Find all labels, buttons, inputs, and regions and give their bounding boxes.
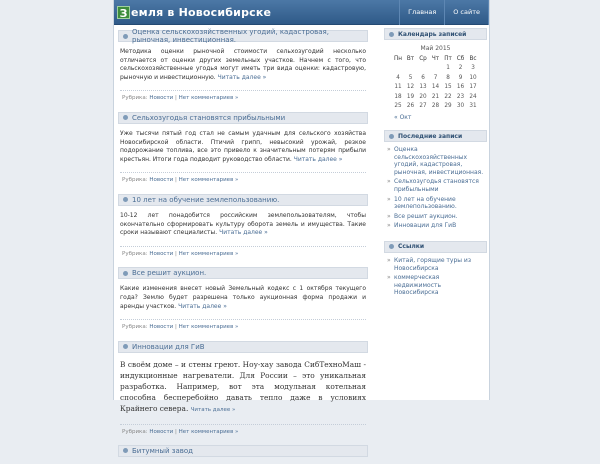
post-title-link[interactable]: Инновации для ГиВ bbox=[132, 342, 205, 351]
comments-link[interactable]: Нет комментариев » bbox=[178, 428, 239, 435]
calendar-day: 27 bbox=[419, 103, 427, 110]
bullet-icon bbox=[389, 134, 394, 139]
post-title-bar bbox=[118, 445, 368, 457]
post-excerpt: Какие изменения внесет новый Земельный кодекс с 1 октября текущего года? Землю будет разрешена только аукционная форма продажи и аренды участков. bbox=[120, 285, 366, 310]
calendar-day: 18 bbox=[394, 93, 402, 100]
post-excerpt: Методика оценки рыночной стоимости сельхозугодий несколько отличается от оценки других земельных участков. Начнем с того, что сельскохозяйственные угодья могут иметь три вида оценки: кадастровую, рыночную и инвестиционную. bbox=[120, 48, 366, 81]
category-link[interactable]: Новости bbox=[149, 428, 174, 435]
calendar-weekday: Вт bbox=[406, 55, 415, 62]
links-widget bbox=[384, 241, 487, 301]
comments-link[interactable]: Нет комментариев » bbox=[178, 324, 239, 331]
post bbox=[118, 445, 368, 457]
category-label: Рубрика: bbox=[122, 177, 148, 184]
nav-home-link[interactable]: Главная bbox=[399, 0, 444, 25]
bullet-icon bbox=[123, 34, 128, 39]
category-link[interactable]: Новости bbox=[149, 324, 174, 331]
read-more-link[interactable]: Читать далее » bbox=[217, 73, 267, 81]
calendar-weekday: Вс bbox=[469, 55, 477, 62]
calendar-day: 7 bbox=[433, 74, 438, 81]
post-body bbox=[118, 279, 368, 333]
meta-separator: | bbox=[175, 428, 177, 435]
post-meta bbox=[120, 424, 366, 436]
recent-post-link[interactable]: » Все решит аукцион. bbox=[386, 213, 485, 221]
post-title-link[interactable]: Все решит аукцион. bbox=[132, 269, 207, 278]
post-excerpt: 10-12 лет понадобится российским землепользователям, чтобы окончательно сформировать культуру оборота земель и имущества. Такие сроки называют специалисты. bbox=[120, 211, 366, 237]
calendar-title: Календарь записей bbox=[398, 30, 467, 38]
post-title-bar bbox=[118, 267, 368, 279]
links-title: Ссылки bbox=[398, 243, 425, 251]
post-title-link[interactable]: Битумный завод bbox=[132, 446, 193, 455]
calendar-day: 15 bbox=[444, 84, 452, 91]
post-title-link[interactable]: Оценка сельскохозяйственных угодий, кадастровая, рыночная, инвестиционная. bbox=[132, 28, 329, 44]
recent-posts-list bbox=[386, 146, 485, 230]
calendar-day: 3 bbox=[471, 65, 475, 72]
category-link[interactable]: Новости bbox=[149, 177, 174, 184]
recent-posts-widget bbox=[384, 130, 487, 234]
widget-title-bar bbox=[384, 241, 487, 253]
meta-separator: | bbox=[175, 177, 177, 184]
calendar-day: 19 bbox=[406, 93, 415, 100]
comments-link[interactable]: Нет комментариев » bbox=[178, 177, 239, 184]
calendar-day: 28 bbox=[431, 103, 440, 110]
calendar-day bbox=[404, 64, 417, 74]
calendar-weekday: Пн bbox=[394, 55, 402, 62]
calendar-body bbox=[384, 40, 487, 123]
calendar-day: 17 bbox=[469, 84, 477, 91]
post-body bbox=[118, 206, 368, 260]
read-more-link[interactable]: Читать далее » bbox=[293, 155, 343, 163]
post-body bbox=[118, 353, 368, 438]
meta-separator: | bbox=[175, 324, 177, 331]
post-title-link[interactable]: 10 лет на обучение землепользованию. bbox=[132, 195, 280, 204]
post-meta bbox=[120, 90, 366, 103]
bullet-icon bbox=[123, 448, 128, 453]
calendar-day: 13 bbox=[419, 84, 427, 91]
meta-separator: | bbox=[175, 250, 177, 257]
calendar-day: 24 bbox=[469, 93, 477, 100]
calendar-day: 4 bbox=[396, 74, 400, 81]
top-nav bbox=[399, 0, 489, 25]
recent-post-link[interactable]: » Оценка сельскохозяйственных угодий, кадастровая, рыночная, инвестиционная. bbox=[386, 146, 485, 176]
calendar-day: 16 bbox=[456, 84, 465, 91]
bullet-icon bbox=[123, 344, 128, 349]
recent-posts-title: Последние записи bbox=[398, 132, 463, 140]
post-title-bar bbox=[118, 30, 368, 42]
calendar-day: 30 bbox=[456, 103, 465, 110]
links-body bbox=[384, 253, 487, 301]
main-content bbox=[118, 30, 368, 464]
calendar-table bbox=[392, 54, 480, 111]
calendar-weekday: Ср bbox=[419, 55, 427, 62]
blogroll-link[interactable]: » коммерческая недвижимость Новосибирска bbox=[386, 274, 485, 297]
post-body bbox=[118, 42, 368, 105]
calendar-prev-link[interactable]: « Окт bbox=[394, 114, 412, 121]
blogroll-link[interactable]: » Китай, горящие туры из Новосибирска bbox=[386, 257, 485, 272]
calendar-day: 6 bbox=[421, 74, 425, 81]
post-meta bbox=[120, 246, 366, 259]
post bbox=[118, 112, 368, 187]
post-meta bbox=[120, 172, 366, 185]
calendar-weekday: Пт bbox=[444, 55, 452, 62]
calendar-day bbox=[429, 64, 442, 74]
post-title-link[interactable]: Сельхозугодья становятся прибыльными bbox=[132, 113, 286, 122]
comments-link[interactable]: Нет комментариев » bbox=[178, 250, 239, 257]
category-label: Рубрика: bbox=[122, 428, 148, 435]
widget-title-bar bbox=[384, 130, 487, 142]
post-title-bar bbox=[118, 112, 368, 124]
calendar-caption: Май 2015 bbox=[420, 45, 451, 52]
post-excerpt: В своём доме – и стены греют. Ноу-хау завода СибТехноМаш - индукционные нагреватели. Для России – это уникальная разработка. Например, вот эта модульная котельная способна бесперебойно давать тепло даже в условиях Крайнего севера. bbox=[120, 359, 366, 413]
post-excerpt: Уже тысячи пятый год стал не самым удачным для сельского хозяйства Новосибирской области. Птичий грипп, невысокий урожай, резкое подорожание топлива, все это привело к значительным потерям прибыли крестьян. Итоги года подводит руководство области. bbox=[120, 129, 366, 163]
calendar-day: 31 bbox=[469, 103, 477, 110]
recent-post-link[interactable]: » Инновации для ГиВ bbox=[386, 222, 485, 230]
calendar-day: 10 bbox=[469, 74, 477, 81]
calendar-day: 2 bbox=[458, 65, 463, 72]
calendar-weekday: Чт bbox=[431, 55, 440, 62]
post bbox=[118, 194, 368, 260]
meta-separator: | bbox=[175, 95, 177, 102]
calendar-weekday: Сб bbox=[456, 55, 465, 62]
post-meta bbox=[120, 319, 366, 332]
calendar-day: 21 bbox=[431, 93, 440, 100]
calendar-day: 25 bbox=[394, 103, 402, 110]
site-header bbox=[114, 0, 489, 25]
widget-title-bar bbox=[384, 28, 487, 40]
logo-letter[interactable]: З bbox=[117, 6, 130, 19]
read-more-link[interactable]: Читать далее » bbox=[219, 229, 268, 237]
links-list bbox=[386, 257, 485, 297]
post bbox=[118, 267, 368, 333]
calendar-day: 11 bbox=[394, 84, 402, 91]
post-body bbox=[118, 124, 368, 187]
page-wrapper bbox=[113, 0, 490, 455]
calendar-day: 14 bbox=[431, 84, 440, 91]
post-title-bar bbox=[118, 194, 368, 206]
calendar-day: 22 bbox=[444, 93, 452, 100]
category-label: Рубрика: bbox=[122, 250, 148, 257]
bullet-icon bbox=[389, 32, 394, 37]
calendar-day: 20 bbox=[419, 93, 427, 100]
category-label: Рубрика: bbox=[122, 324, 148, 331]
bullet-icon bbox=[123, 115, 128, 120]
calendar-day: 5 bbox=[408, 74, 413, 81]
category-link[interactable]: Новости bbox=[149, 250, 174, 257]
calendar-day: 9 bbox=[458, 74, 463, 81]
read-more-link[interactable]: Читать далее » bbox=[190, 406, 236, 413]
calendar-day bbox=[417, 64, 430, 74]
calendar-widget bbox=[384, 28, 487, 123]
calendar-day: 29 bbox=[444, 103, 452, 110]
calendar-day: 1 bbox=[446, 65, 450, 72]
calendar-day: 26 bbox=[406, 103, 415, 110]
sidebar bbox=[384, 28, 487, 308]
site-title[interactable]: емля в Новосибирске bbox=[131, 5, 272, 19]
calendar-day: 12 bbox=[406, 84, 415, 91]
bullet-icon bbox=[123, 197, 128, 202]
post bbox=[118, 341, 368, 438]
bullet-icon bbox=[389, 244, 394, 249]
calendar-day: 8 bbox=[446, 74, 450, 81]
bullet-icon bbox=[123, 271, 128, 276]
calendar-day: 23 bbox=[456, 93, 465, 100]
calendar-day bbox=[392, 64, 405, 74]
recent-post-link[interactable]: » 10 лет на обучение землепользованию. bbox=[386, 196, 485, 211]
comments-link[interactable]: Нет комментариев » bbox=[178, 95, 239, 102]
recent-posts-body bbox=[384, 142, 487, 234]
post-title-bar bbox=[118, 341, 368, 353]
post bbox=[118, 30, 368, 105]
recent-post-link[interactable]: » Сельхозугодья становятся прибыльными bbox=[386, 178, 485, 193]
category-link[interactable]: Новости bbox=[149, 95, 174, 102]
nav-about-link[interactable]: О сайте bbox=[444, 0, 489, 25]
read-more-link[interactable]: Читать далее » bbox=[178, 302, 227, 310]
category-label: Рубрика: bbox=[122, 95, 148, 102]
